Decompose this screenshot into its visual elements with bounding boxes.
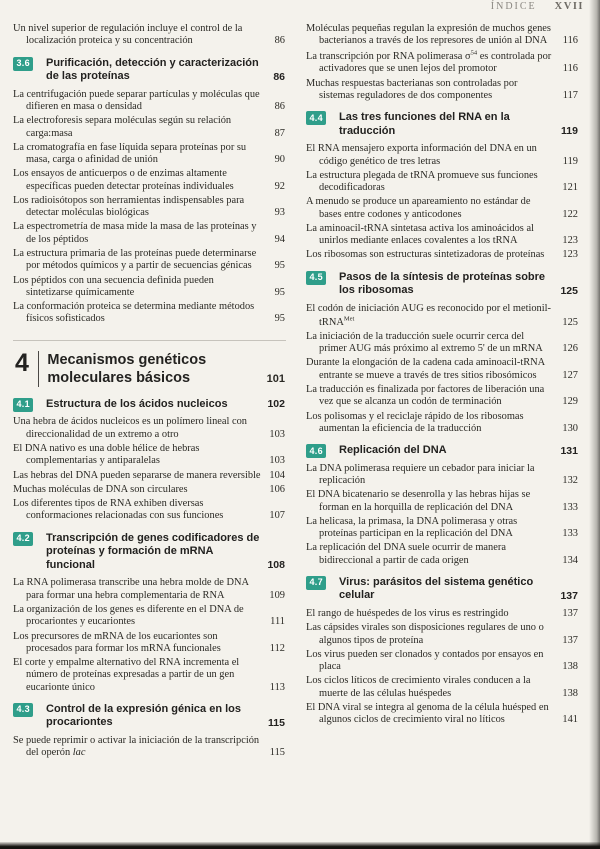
toc-entry [13, 168, 286, 193]
toc-entry [306, 622, 579, 647]
toc-entry-text: La iniciación de la traducción suele ocurrir cerca del primer AUG más próximo al extremo 5' de un mRNA [306, 330, 543, 355]
toc-entry-text: La espectrometría de masa mide la masa de las proteínas y de los péptidos [13, 221, 257, 245]
toc-entry-page: 129 [562, 396, 578, 408]
section-number-badge: 4.6 [306, 444, 326, 458]
toc-section [13, 532, 286, 573]
toc-entry-text: La aminoacil-tRNA sintetasa activa los aminoácidos al unirlos mediante enlaces covalentes a los tRNA [306, 222, 534, 247]
section-title: Pasos de la síntesis de proteínas sobre los ribosomas [339, 270, 546, 297]
toc-entry [306, 196, 579, 221]
toc-entry-text: La cromatografía en fase líquida separa proteínas por su masa, carga o afinidad de unión [13, 141, 247, 166]
toc-section [13, 703, 286, 730]
toc-entry-page: 112 [269, 642, 285, 654]
toc-entry-text: La replicación del DNA suele ocurrir de manera bidireccional a partir de cada origen [306, 542, 506, 566]
toc-entry [13, 301, 286, 326]
running-head [491, 0, 584, 14]
toc-entry-text: El corte y empalme alternativo del RNA incrementa el número de proteínas expresadas a partir de un gen eucarionte único [13, 657, 240, 693]
toc-entry-text: Moléculas pequeñas regulan la expresión de muchos genes bacterianos a través de los represores de unión al DNA [306, 23, 551, 47]
toc-entry [306, 143, 579, 168]
section-title: Replicación del DNA [339, 444, 447, 457]
toc-columns [13, 23, 579, 762]
toc-entry-page: 138 [562, 661, 578, 673]
toc-entry [13, 498, 286, 523]
toc-entry [306, 516, 579, 541]
toc-entry [306, 608, 579, 620]
toc-section [306, 111, 579, 138]
toc-entry-page: 87 [274, 127, 285, 139]
toc-entry [306, 50, 579, 76]
toc-entry-text: Las cápsides virales son disposiciones regulares de uno o algunos tipos de proteína [306, 622, 544, 646]
toc-chapter [13, 340, 286, 389]
toc-entry [306, 249, 579, 261]
toc-entry [13, 195, 286, 220]
toc-entry-page: 141 [562, 714, 578, 726]
toc-entry [306, 78, 579, 103]
toc-entry-page: 103 [269, 428, 285, 440]
section-number-badge: 4.4 [306, 111, 326, 125]
section-page: 119 [561, 125, 578, 138]
section-page: 131 [560, 444, 578, 457]
section-page: 125 [560, 284, 578, 297]
toc-entry [306, 649, 579, 674]
toc-entry-page: 107 [269, 510, 285, 522]
toc-section [306, 444, 579, 458]
toc-entry-text: Los precursores de mRNA de los eucariontes son procesados para formar los mRNA funcionales [13, 630, 221, 654]
toc-entry-page: 119 [562, 155, 578, 167]
running-head-title: ÍNDICE [490, 1, 537, 12]
toc-entry [306, 463, 579, 488]
toc-entry-text: Las hebras del DNA pueden separarse de manera reversible [13, 469, 261, 481]
toc-entry-page: 106 [269, 483, 285, 495]
section-page: 115 [268, 717, 285, 730]
toc-entry-text: Durante la elongación de la cadena cada aminoacil-tRNA entrante se mueve a través de tres sitios ribosómicos [306, 357, 545, 381]
toc-entry [306, 384, 579, 409]
toc-entry [13, 604, 286, 629]
toc-entry-page: 123 [562, 249, 578, 261]
toc-entry [13, 221, 286, 246]
chapter-title: Mecanismos genéticos moleculares básicos [47, 351, 207, 386]
toc-entry [306, 542, 579, 567]
toc-entry-text: La organización de los genes es diferente en el DNA de procariontes y eucariontes [13, 603, 244, 628]
toc-entry-text: La centrifugación puede separar partículas y moléculas que difieren en masa o densidad [13, 88, 260, 113]
toc-entry-page: 95 [274, 286, 285, 298]
toc-entry-text: El DNA nativo es una doble hélice de hebras complementarias y antiparalelas [13, 442, 200, 467]
toc-column-2 [306, 23, 579, 762]
toc-section [13, 57, 286, 84]
toc-entry [13, 275, 286, 300]
toc-entry [306, 170, 579, 195]
toc-entry-page: 134 [562, 554, 578, 566]
toc-entry-text: La electroforesis separa moléculas según su relación carga:masa [13, 115, 232, 139]
toc-entry [13, 142, 286, 167]
toc-entry-text: La helicasa, la primasa, la DNA polimerasa y otras proteínas participan en la replicación del DNA [306, 515, 518, 540]
toc-entry-page: 109 [269, 589, 285, 601]
toc-entry-text: Un nivel superior de regulación incluye el control de la localización proteica y su concentración [13, 23, 243, 47]
section-number-badge: 4.7 [306, 576, 326, 590]
toc-entry-text: El codón de iniciación AUG es reconocido por el metionil-tRNA$^{Met}$ [306, 302, 551, 328]
toc-entry [13, 657, 286, 694]
section-number-badge: 3.6 [13, 57, 33, 71]
toc-entry-page: 111 [270, 616, 285, 628]
toc-entry-text: Muchas respuestas bacterianas son controladas por sistemas reguladores de dos componentes [306, 77, 518, 101]
toc-entry-page: 95 [274, 260, 285, 272]
toc-entry-page: 116 [562, 63, 578, 75]
toc-entry [306, 303, 579, 329]
toc-entry [306, 489, 579, 514]
chapter-page: 101 [266, 372, 285, 385]
section-number-badge: 4.3 [13, 703, 33, 717]
toc-entry-page: 93 [274, 207, 285, 219]
toc-entry-text: La estructura plegada de tRNA promueve sus funciones decodificadoras [306, 169, 538, 194]
toc-entry-text: Los diferentes tipos de RNA exhiben diversas conformaciones relacionadas con sus funciones [13, 498, 224, 522]
toc-entry-page: 86 [274, 101, 285, 113]
toc-entry-page: 103 [269, 455, 285, 467]
toc-entry [306, 357, 579, 382]
toc-entry-text: La conformación proteica se determina mediante métodos físicos sofisticados [13, 301, 255, 325]
section-title: Estructura de los ácidos nucleicos [46, 397, 228, 410]
toc-column-1 [13, 23, 286, 762]
toc-entry-text: El RNA mensajero exporta información del DNA en un código genético de tres letras [306, 143, 537, 167]
section-number-badge: 4.1 [13, 398, 33, 412]
toc-entry-text: El DNA viral se integra al genoma de la célula huésped en algunos ciclos de crecimiento viral no líticos [306, 701, 549, 726]
toc-entry [13, 631, 286, 656]
toc-section [306, 576, 579, 603]
section-page: 102 [267, 398, 285, 411]
section-title: Virus: parásitos del sistema genético celular [339, 575, 534, 602]
toc-entry-text: Los virus pueden ser clonados y contados por ensayos en placa [306, 648, 544, 673]
toc-entry-page: 137 [562, 634, 578, 646]
scan-edge-right [589, 0, 600, 849]
scan-edge-bottom [0, 842, 600, 849]
toc-entry-page: 113 [269, 681, 285, 693]
toc-entry-text: La transcripción por RNA polimerasa $\sigma^{54}$ es controlada por activadores que se unen lejos del promotor [306, 49, 552, 75]
toc-entry [13, 484, 286, 496]
toc-entry-page: 133 [562, 528, 578, 540]
toc-entry-page: 94 [274, 233, 285, 245]
toc-entry-page: 104 [269, 469, 285, 481]
toc-section [13, 398, 286, 412]
running-head-page-number: XVII [554, 1, 584, 12]
toc-entry-text: La estructura primaria de las proteínas puede determinarse por métodos químicos y a partir de secuencias génicas [13, 247, 257, 272]
toc-entry-text: Los radioisótopos son herramientas indispensables para detectar moléculas biológicas [13, 194, 245, 219]
section-number-badge: 4.5 [306, 271, 326, 285]
section-title: Control de la expresión génica en los procariontes [46, 702, 241, 729]
toc-entry-page: 90 [274, 154, 285, 166]
toc-entry [306, 331, 579, 356]
toc-entry-text: Una hebra de ácidos nucleicos es un polímero lineal con direccionalidad de un extremo a otro [13, 416, 247, 440]
toc-entry [306, 675, 579, 700]
toc-entry-text: La traducción es finalizada por factores de liberación una vez que se alcanza un codón de terminación [306, 384, 545, 408]
toc-entry-page: 115 [269, 747, 285, 759]
toc-entry-page: 138 [562, 687, 578, 699]
toc-entry-page: 95 [274, 313, 285, 325]
toc-entry-page: 132 [562, 474, 578, 486]
section-number-badge: 4.2 [13, 532, 33, 546]
toc-entry [13, 248, 286, 273]
toc-entry-text: Los ribosomas son estructuras sintetizadoras de proteínas [306, 249, 545, 261]
toc-entry-page: 116 [562, 35, 578, 47]
toc-entry [13, 735, 286, 760]
toc-entry-text: La RNA polimerasa transcribe una hebra molde de DNA para formar una hebra complementaria de RNA [13, 577, 249, 601]
toc-entry-text: Los polisomas y el reciclaje rápido de los ribosomas aumentan la eficiencia de la traducción [306, 410, 524, 434]
toc-entry [306, 702, 579, 727]
toc-entry [13, 23, 286, 48]
section-page: 108 [267, 559, 285, 572]
section-title: Las tres funciones del RNA en la traducción [339, 111, 510, 137]
section-page: 86 [273, 70, 285, 83]
toc-entry [13, 470, 286, 482]
toc-entry [306, 411, 579, 436]
toc-entry-page: 123 [562, 235, 578, 247]
section-title: Transcripción de genes codificadores de proteínas y formación de mRNA funcional [46, 531, 260, 571]
toc-entry [13, 443, 286, 468]
section-page: 137 [560, 590, 578, 603]
chapter-divider [38, 351, 40, 387]
toc-entry-text: A menudo se produce un apareamiento no estándar de bases entre codones y anticodones [306, 196, 531, 220]
toc-entry-page: 126 [562, 343, 578, 355]
toc-entry-page: 122 [562, 208, 578, 220]
toc-entry-page: 121 [562, 182, 578, 194]
toc-entry-page: 86 [274, 35, 285, 47]
toc-entry-text: Los ciclos líticos de crecimiento virales conducen a la muerte de las células huéspedes [306, 675, 531, 699]
toc-entry [13, 416, 286, 441]
toc-entry-text: Se puede reprimir o activar la iniciación de la transcripción del operón lac [13, 735, 260, 759]
toc-entry-text: Muchas moléculas de DNA son circulares [13, 483, 188, 495]
toc-entry-page: 133 [562, 501, 578, 513]
chapter-number: 4 [15, 348, 29, 377]
toc-section [306, 271, 579, 298]
toc-entry-page: 117 [562, 89, 578, 101]
toc-entry [306, 223, 579, 248]
toc-entry-text: Los ensayos de anticuerpos o de enzimas altamente específicas pueden detectar proteínas individuales [13, 168, 234, 192]
toc-entry-page: 125 [562, 316, 578, 328]
toc-entry [13, 89, 286, 114]
section-title: Purificación, detección y caracterización de las proteínas [46, 56, 259, 83]
toc-entry-text: Los péptidos con una secuencia definida pueden sintetizarse químicamente [13, 274, 214, 298]
toc-entry-text: La DNA polimerasa requiere un cebador para iniciar la replicación [306, 462, 535, 486]
toc-entry-text: El DNA bicatenario se desenrolla y las hebras hijas se forman en la horquilla de replicación del DNA [306, 489, 531, 513]
toc-entry-page: 137 [562, 608, 578, 620]
toc-entry-page: 92 [274, 180, 285, 192]
toc-entry-page: 130 [562, 422, 578, 434]
toc-entry-text: El rango de huéspedes de los virus es restringido [306, 608, 509, 620]
toc-entry [306, 23, 579, 48]
toc-entry-page: 127 [562, 369, 578, 381]
toc-entry [13, 577, 286, 602]
toc-entry [13, 115, 286, 140]
